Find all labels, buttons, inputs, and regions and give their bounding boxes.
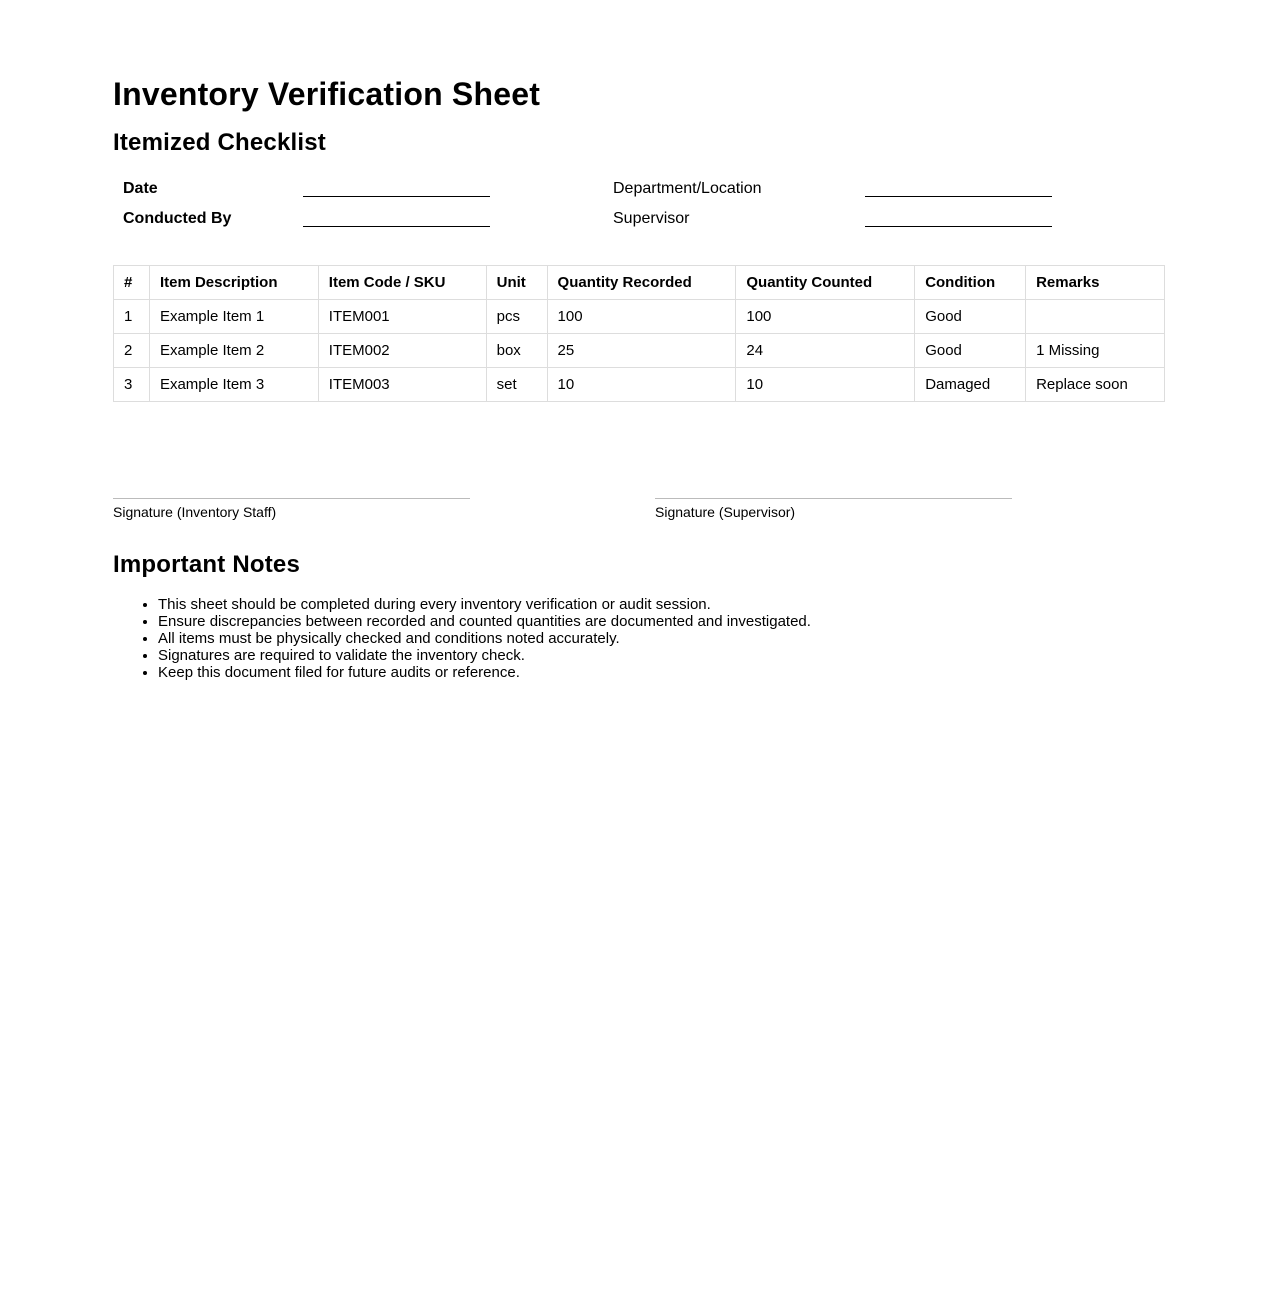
cell-quantity-counted: 24 [736, 334, 915, 368]
table-header-row [114, 266, 1165, 300]
cell-item-description: Example Item 2 [149, 334, 318, 368]
cell-item-code: ITEM003 [318, 368, 486, 402]
list-item: • Keep this document filed for future audits or reference. [158, 664, 811, 681]
date-label: Date [123, 180, 158, 197]
list-item: • This sheet should be completed during every inventory verification or audit session. [158, 596, 811, 613]
table-row [114, 368, 1165, 402]
cell-number: 1 [114, 300, 150, 334]
section-title-notes: Important Notes [113, 551, 301, 578]
column-header-item-code: Item Code / SKU [318, 266, 486, 300]
list-item: • Ensure discrepancies between recorded and counted quantities are documented and investigated. [158, 613, 811, 630]
cell-remarks: Replace soon [1026, 368, 1165, 402]
conducted-by-label: Conducted By [123, 210, 232, 227]
signature-line-inventory-staff[interactable] [113, 498, 470, 520]
signature-label-inventory-staff: Signature (Inventory Staff) [113, 504, 277, 520]
signature-line-supervisor[interactable] [655, 498, 1012, 520]
conducted-by-field-line[interactable] [303, 209, 490, 227]
list-item: • All items must be physically checked and conditions noted accurately. [158, 630, 811, 647]
column-header-remarks: Remarks [1026, 266, 1165, 300]
cell-item-description: Example Item 3 [149, 368, 318, 402]
page-title: Inventory Verification Sheet [113, 76, 541, 112]
notes-list [113, 596, 811, 681]
supervisor-label: Supervisor [613, 210, 690, 227]
supervisor-field-line[interactable] [865, 209, 1052, 227]
cell-unit: set [486, 368, 547, 402]
cell-number: 2 [114, 334, 150, 368]
info-row-date [113, 179, 1165, 209]
info-row-conducted [113, 209, 1165, 239]
cell-quantity-recorded: 100 [547, 300, 736, 334]
cell-remarks: 1 Missing [1026, 334, 1165, 368]
department-label: Department/Location [613, 180, 762, 197]
cell-remarks [1026, 300, 1165, 334]
cell-condition: Damaged [915, 368, 1026, 402]
inventory-table [113, 265, 1165, 402]
cell-condition: Good [915, 334, 1026, 368]
column-header-item-description: Item Description [149, 266, 318, 300]
signature-label-supervisor: Signature (Supervisor) [655, 504, 796, 520]
cell-item-code: ITEM001 [318, 300, 486, 334]
cell-unit: box [486, 334, 547, 368]
cell-item-code: ITEM002 [318, 334, 486, 368]
date-field-line[interactable] [303, 179, 490, 197]
list-item: • Signatures are required to validate the inventory check. [158, 647, 811, 664]
cell-quantity-recorded: 10 [547, 368, 736, 402]
cell-quantity-recorded: 25 [547, 334, 736, 368]
cell-number: 3 [114, 368, 150, 402]
cell-unit: pcs [486, 300, 547, 334]
column-header-quantity-recorded: Quantity Recorded [547, 266, 736, 300]
cell-quantity-counted: 10 [736, 368, 915, 402]
column-header-unit: Unit [486, 266, 547, 300]
table-row [114, 300, 1165, 334]
column-header-quantity-counted: Quantity Counted [736, 266, 915, 300]
cell-item-description: Example Item 1 [149, 300, 318, 334]
section-title-checklist: Itemized Checklist [113, 129, 327, 156]
column-header-condition: Condition [915, 266, 1026, 300]
column-header-number: # [114, 266, 150, 300]
cell-quantity-counted: 100 [736, 300, 915, 334]
department-field-line[interactable] [865, 179, 1052, 197]
cell-condition: Good [915, 300, 1026, 334]
table-row [114, 334, 1165, 368]
